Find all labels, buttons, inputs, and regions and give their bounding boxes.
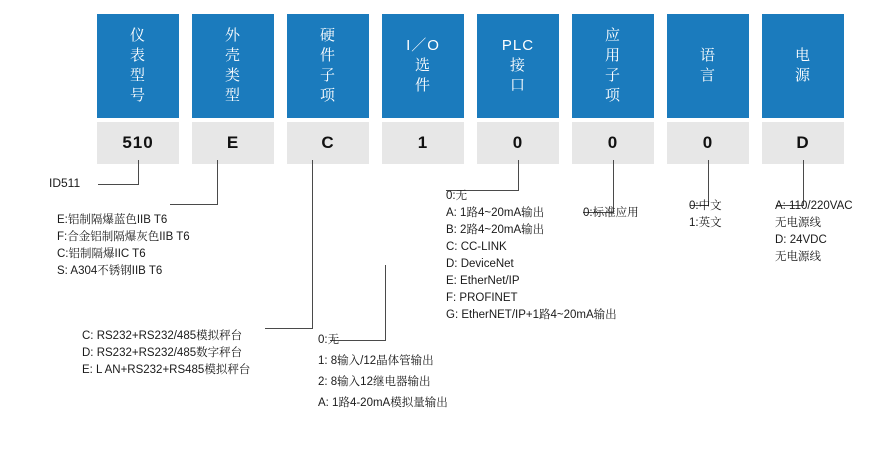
leader-line-io-vertical [385,265,386,340]
leader-line-hardware-horizontal [265,328,313,329]
annotation-enclosure: E:铝制隔爆蓝色IIB T6 F:合金铝制隔爆灰色IIB T6 C:铝制隔爆IIC T6 S: A304不锈钢IIB T6 [57,214,190,277]
code-column-io [382,14,464,164]
column-header-language: 语 言 [667,14,749,118]
column-header-hardware: 硬 件 子 项 [287,14,369,118]
annotation-hardware: C: RS232+RS232/485模拟秤台 D: RS232+RS232/485数字秤台 E: L AN+RS232+RS485模拟秤台 [82,330,251,376]
annotation-id-label: ID511 [49,176,81,190]
code-column-enclosure [192,14,274,164]
annotation-application: 0:标准应用 [583,207,639,219]
annotation-language: 0:中文 1:英文 [689,200,722,229]
code-column-language [667,14,749,164]
column-header-power: 电 源 [762,14,844,118]
code-column-plc [477,14,559,164]
column-header-application: 应 用 子 项 [572,14,654,118]
code-column-power [762,14,844,164]
code-column-model [97,14,179,164]
column-code-model: 510 [97,122,179,164]
code-column-hardware [287,14,369,164]
leader-line-enclosure-vertical [217,160,218,204]
column-header-plc: PLC 接 口 [477,14,559,118]
column-header-enclosure: 外 壳 类 型 [192,14,274,118]
annotation-plc: 0:无 A: 1路4~20mA输出 B: 2路4~20mA输出 C: CC-LINK D: DeviceNet E: EtherNet/IP F: PROFINET G: EtherNET/IP+1路4~20mA输出 [446,190,617,321]
column-code-language: 0 [667,122,749,164]
annotation-io: 0:无 1: 8输入/12晶体管输出 2: 8输入12继电器输出 A: 1路4-20mA模拟量输出 [318,334,448,409]
leader-line-enclosure-horizontal [170,204,218,205]
column-code-power: D [762,122,844,164]
column-code-io: 1 [382,122,464,164]
annotation-power: A: 110/220VAC 无电源线 D: 24VDC 无电源线 [775,200,853,263]
column-code-enclosure: E [192,122,274,164]
column-header-model: 仪 表 型 号 [97,14,179,118]
leader-line-model-horizontal [98,184,139,185]
leader-line-model-vertical [138,160,139,184]
leader-line-plc-vertical [518,160,519,190]
code-column-application [572,14,654,164]
column-code-hardware: C [287,122,369,164]
column-code-application: 0 [572,122,654,164]
column-code-plc: 0 [477,122,559,164]
leader-line-hardware-vertical [312,160,313,328]
column-header-io: I／O 选 件 [382,14,464,118]
